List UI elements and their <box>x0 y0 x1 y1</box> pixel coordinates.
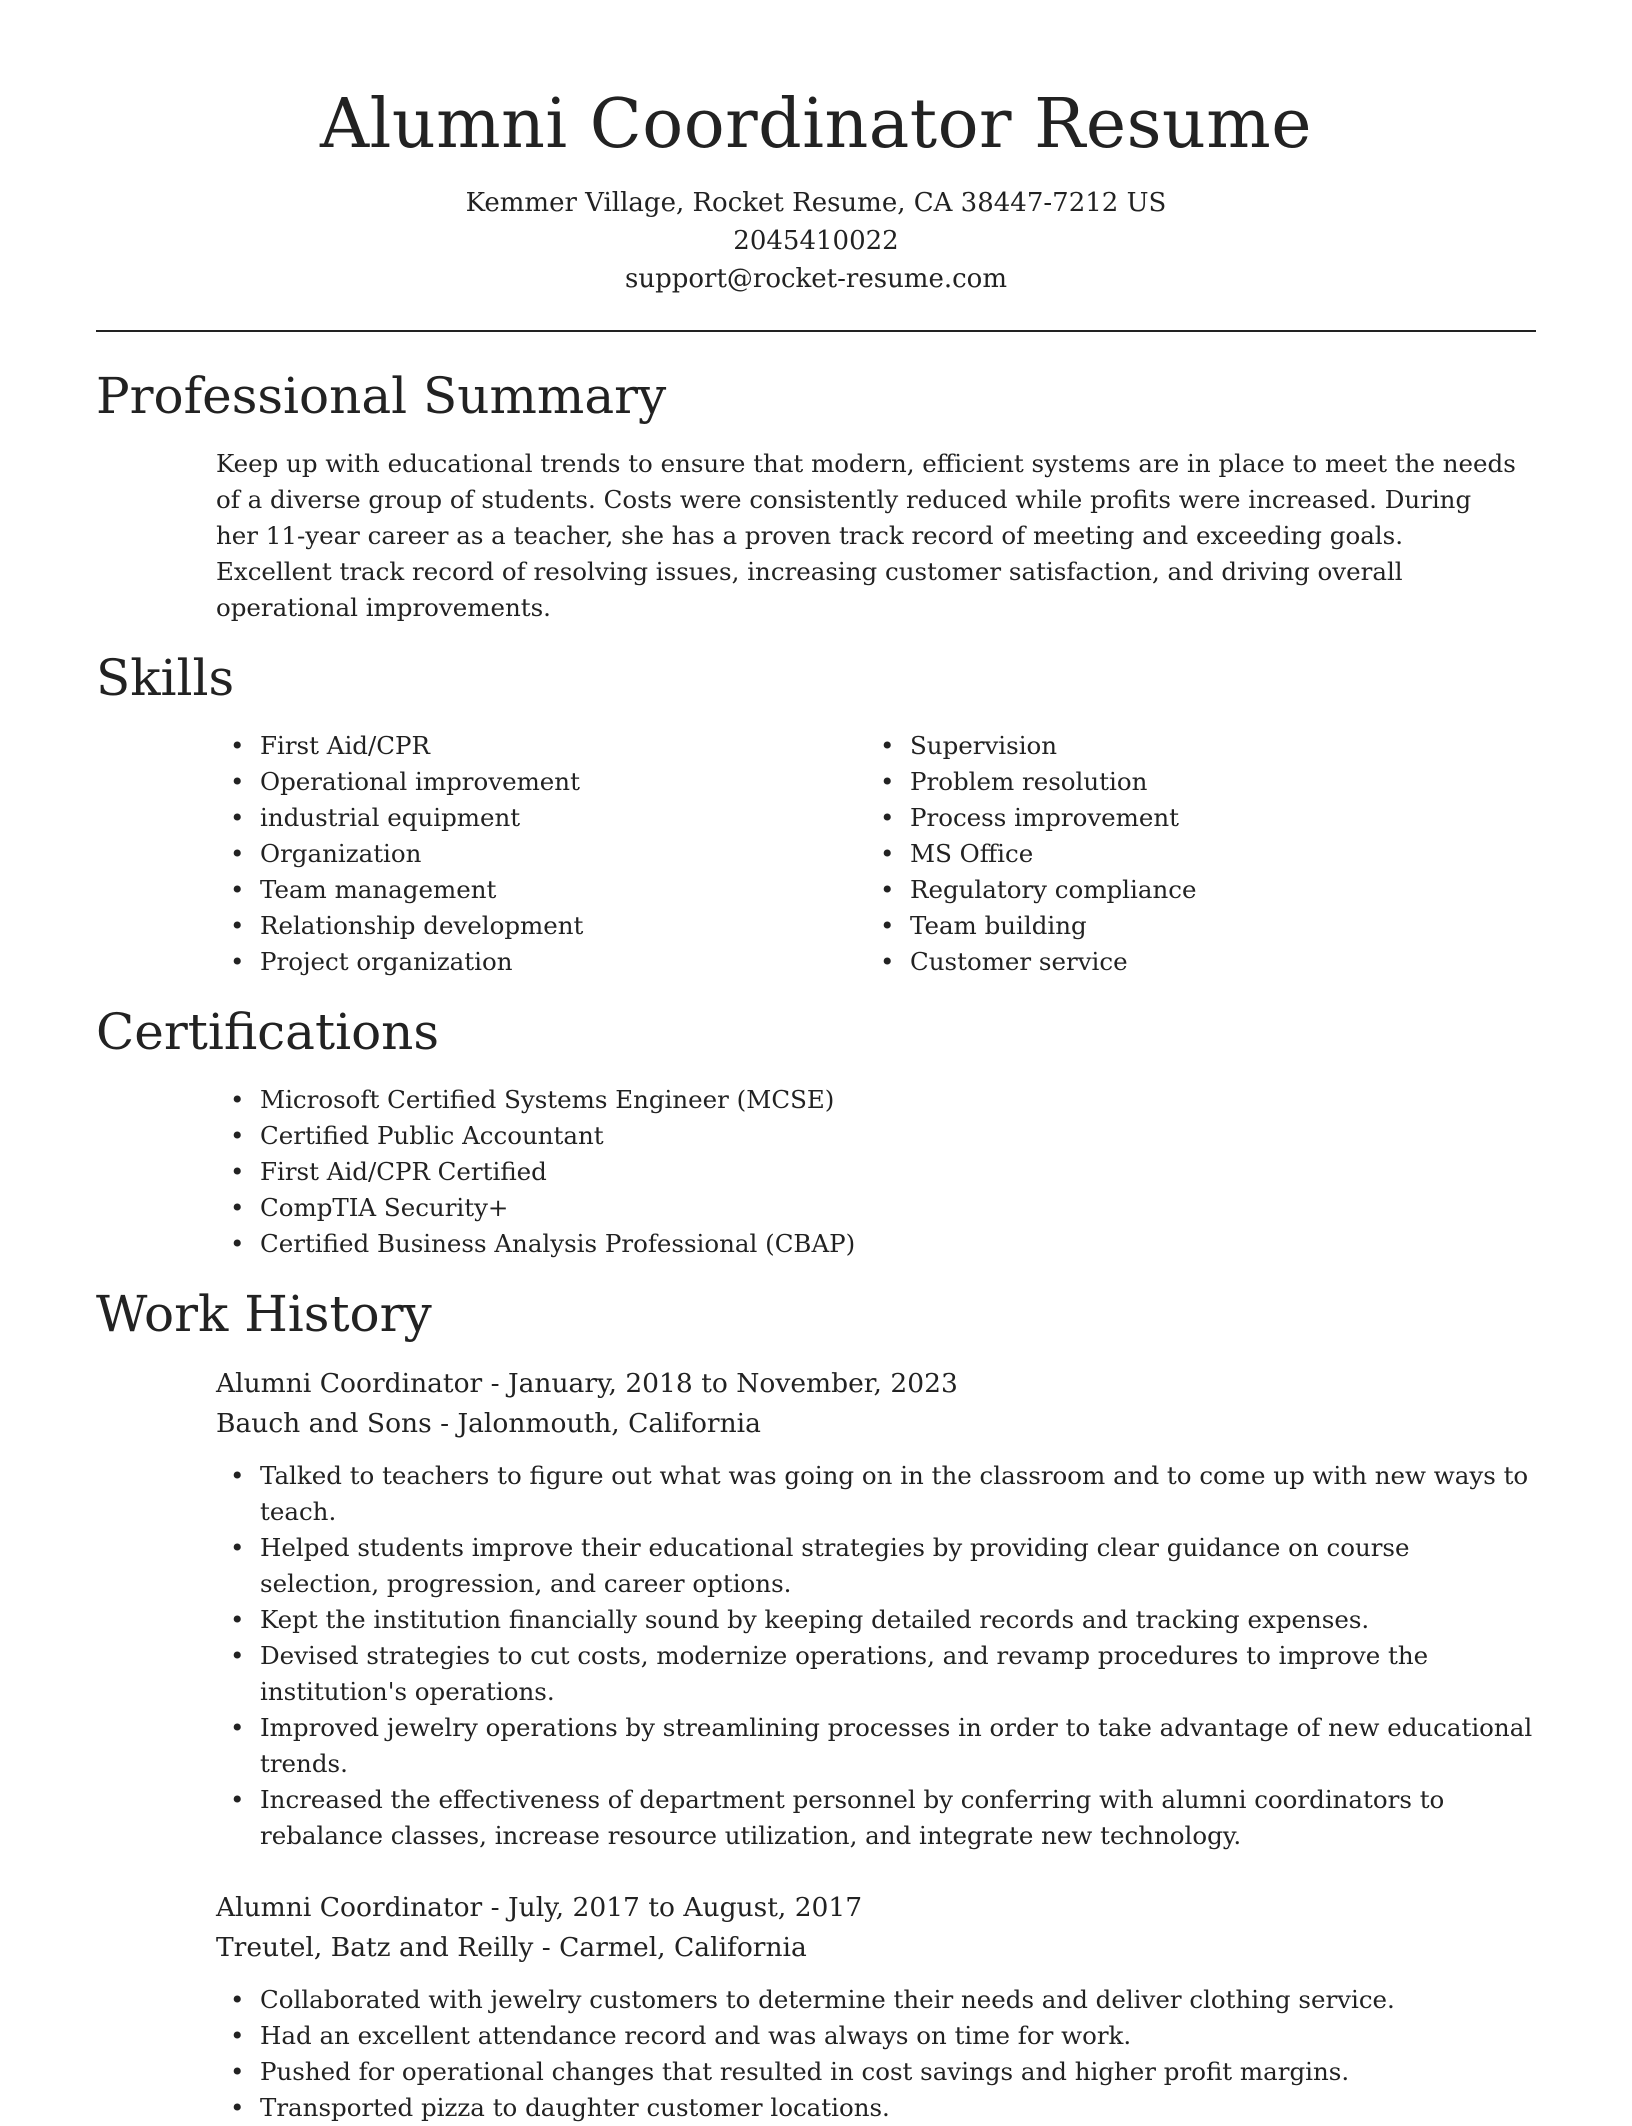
contact-address: Kemmer Village, Rocket Resume, CA 38447-7212 US <box>465 188 1167 218</box>
job-entry <box>216 1888 1536 2126</box>
skill-item: • Project organization <box>216 944 866 980</box>
header-divider <box>96 330 1536 332</box>
skill-item: • Team building <box>866 908 1516 944</box>
job-title-line: Alumni Coordinator - January, 2018 to November, 2023 <box>216 1368 958 1399</box>
skill-item: • First Aid/CPR <box>216 728 866 764</box>
summary-text: Keep up with educational trends to ensure that modern, efficient systems are in place to meet the needs of a diverse group of students. Costs were consistently reduced while profits were increased. During her 11-year career as a teacher, she has a proven track record of meeting and exceeding goals. Excellent track record of resolving issues, increasing customer satisfaction, and driving overall operational improvements. <box>216 449 1516 622</box>
skills-grid <box>216 728 1536 980</box>
certifications-list <box>216 1082 1536 1262</box>
work-history-heading: Work History <box>96 1285 432 1343</box>
job-bullet: • Devised strategies to cut costs, modernize operations, and revamp procedures to improve the institution's operations. <box>216 1638 1536 1710</box>
job-bullet: • Helped students improve their educational strategies by providing clear guidance on course selection, progression, and career options. <box>216 1530 1536 1602</box>
job-bullets <box>216 1458 1536 1854</box>
skills-heading: Skills <box>96 649 235 707</box>
skills-list-right <box>866 728 1516 980</box>
job-bullets <box>216 1982 1536 2126</box>
certification-item: • Certified Business Analysis Professional (CBAP) <box>216 1226 1536 1262</box>
skills-list-left <box>216 728 866 980</box>
contact-phone: 2045410022 <box>733 226 899 256</box>
skill-item: • Process improvement <box>866 800 1516 836</box>
certification-item: • First Aid/CPR Certified <box>216 1154 1536 1190</box>
certification-item: • Microsoft Certified Systems Engineer (MCSE) <box>216 1082 1536 1118</box>
job-entry <box>216 1364 1536 1854</box>
job-bullet: • Transported pizza to daughter customer locations. <box>216 2090 1536 2126</box>
skills-section <box>96 648 1536 980</box>
job-bullet: • Kept the institution financially sound by keeping detailed records and tracking expenses. <box>216 1602 1536 1638</box>
skill-item: • Organization <box>216 836 866 872</box>
job-bullet: • Increased the effectiveness of department personnel by conferring with alumni coordinators to rebalance classes, increase resource utilization, and integrate new technology. <box>216 1782 1536 1854</box>
skill-item: • Operational improvement <box>216 764 866 800</box>
job-bullet: • Improved jewelry operations by streamlining processes in order to take advantage of new educational trends. <box>216 1710 1536 1782</box>
job-company-line: Treutel, Batz and Reilly - Carmel, California <box>216 1932 807 1963</box>
skill-item: • Customer service <box>866 944 1516 980</box>
job-bullet: • Talked to teachers to figure out what was going on in the classroom and to come up with new ways to teach. <box>216 1458 1536 1530</box>
job-title-line: Alumni Coordinator - July, 2017 to August, 2017 <box>216 1892 863 1923</box>
summary-section <box>96 366 1536 626</box>
skill-item: • MS Office <box>866 836 1516 872</box>
job-company-line: Bauch and Sons - Jalonmouth, California <box>216 1408 761 1439</box>
certification-item: • Certified Public Accountant <box>216 1118 1536 1154</box>
resume-header <box>96 0 1536 298</box>
work-history-section <box>96 1284 1536 2126</box>
skill-item: • Problem resolution <box>866 764 1516 800</box>
certifications-heading: Certifications <box>96 1003 440 1061</box>
job-bullet: • Had an excellent attendance record and was always on time for work. <box>216 2018 1536 2054</box>
skill-item: • Regulatory compliance <box>866 872 1516 908</box>
resume-title: Alumni Coordinator Resume <box>319 85 1313 164</box>
job-bullet: • Pushed for operational changes that resulted in cost savings and higher profit margins. <box>216 2054 1536 2090</box>
skill-item: • industrial equipment <box>216 800 866 836</box>
certifications-section <box>96 1002 1536 1262</box>
resume-page <box>96 0 1536 2126</box>
certification-item: • CompTIA Security+ <box>216 1190 1536 1226</box>
skill-item: • Relationship development <box>216 908 866 944</box>
skill-item: • Team management <box>216 872 866 908</box>
summary-heading: Professional Summary <box>96 367 667 425</box>
job-bullet: • Collaborated with jewelry customers to determine their needs and deliver clothing service. <box>216 1982 1536 2018</box>
skill-item: • Supervision <box>866 728 1516 764</box>
contact-email: support@rocket-resume.com <box>624 264 1007 294</box>
